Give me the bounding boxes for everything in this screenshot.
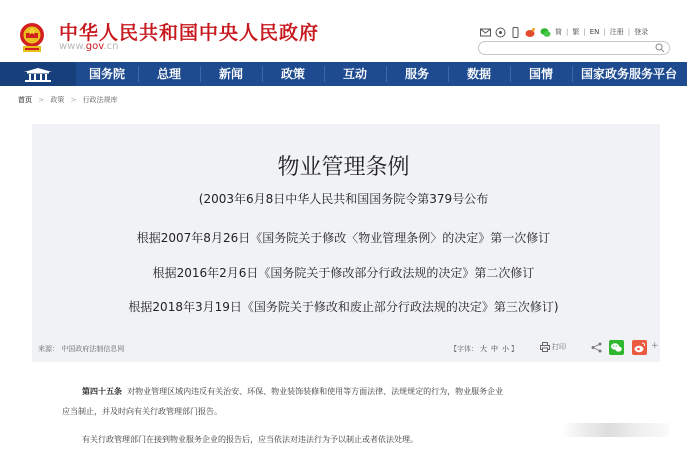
nav-item-premier[interactable]: 总理 [156, 67, 181, 81]
header-toolbar [480, 26, 648, 38]
printer-icon [540, 342, 550, 352]
register-link[interactable]: 注册 [609, 28, 624, 36]
breadcrumb-home[interactable]: 首页 [18, 95, 32, 104]
site-domain [59, 41, 118, 52]
font-size-label: 【字体： [450, 345, 478, 353]
nav-divider [510, 66, 511, 82]
nav-home[interactable] [0, 62, 76, 86]
weibo-icon[interactable] [525, 27, 536, 38]
toolbar-separator: | [627, 28, 631, 36]
print-label: 打印 [552, 343, 566, 351]
toolbar-separator: | [603, 28, 606, 36]
lang-traditional-link[interactable]: 繁 [572, 28, 580, 36]
article-source: 来源： 中国政府法制信息网 [38, 345, 125, 353]
site-title[interactable]: 中华人民共和国中央人民政府 [59, 22, 320, 44]
nav-item-service-platform[interactable]: 国家政务服务平台 [580, 67, 677, 81]
revision-note-1: 根据2007年8月26日《国务院关于修改〈物业管理条例〉的决定》第一次修订 [136, 231, 551, 245]
font-size-end: 】 [511, 345, 518, 353]
more-share-icon[interactable]: + [651, 341, 659, 351]
nav-divider [386, 66, 387, 82]
breadcrumb-arrow-icon: > [70, 96, 77, 104]
revision-note-2: 根据2016年2月6日《国务院关于修改部分行政法规的决定》第二次修订 [152, 266, 535, 280]
revision-note-3: 根据2018年3月19日《国务院关于修改和废止部分行政法规的决定》第三次修订) [128, 300, 559, 314]
font-size-switcher [450, 344, 518, 354]
weibo-icon [632, 340, 647, 355]
national-emblem-icon[interactable] [18, 22, 46, 54]
nav-item-news[interactable]: 新闻 [218, 67, 243, 81]
share-icon[interactable] [591, 342, 602, 353]
page-title: 物业管理条例 [277, 155, 410, 180]
main-nav [0, 62, 687, 86]
login-link[interactable]: 登录 [634, 28, 649, 36]
nav-item-services[interactable]: 服务 [404, 67, 429, 81]
paragraph-text: 对物业管理区域内违反有关治安、环保、物业装饰装修和使用等方面法律、法规规定的行为，物业服务企业 [127, 387, 504, 396]
nav-item-state-council[interactable]: 国务院 [88, 67, 125, 81]
breadcrumb [18, 95, 122, 105]
lang-english-link[interactable]: EN [589, 28, 600, 36]
article-number: 第四十五条 [82, 386, 122, 396]
mail-icon[interactable] [480, 27, 491, 38]
nav-divider [448, 66, 449, 82]
rss-icon[interactable] [495, 27, 506, 38]
font-size-small[interactable]: 小 [502, 345, 509, 353]
wechat-icon [609, 340, 624, 355]
article-paragraph-continued: 应当制止，并及时向有关行政管理部门报告。 [62, 407, 222, 416]
nav-divider [262, 66, 263, 82]
lang-simplified-link[interactable]: 简 [555, 28, 562, 36]
nav-item-data[interactable]: 数据 [466, 67, 491, 81]
nav-divider [324, 66, 325, 82]
watermark-overlay [561, 423, 669, 437]
breadcrumb-regulations[interactable]: 行政法规库 [82, 96, 118, 104]
nav-item-policy[interactable]: 政策 [280, 67, 305, 81]
toolbar-separator: | [566, 28, 569, 36]
search-box [478, 41, 670, 55]
print-button[interactable] [540, 342, 566, 352]
publication-note: (2003年6月8日中华人民共和国国务院令第379号公布 [198, 192, 489, 206]
wechat-icon[interactable] [540, 27, 551, 38]
toolbar-separator: | [583, 28, 586, 36]
nav-item-interaction[interactable]: 互动 [342, 67, 367, 81]
weibo-share-button[interactable] [632, 340, 647, 355]
font-size-large[interactable]: 大 [480, 345, 487, 353]
nav-item-national-conditions[interactable]: 国情 [528, 67, 553, 81]
nav-divider [200, 66, 201, 82]
breadcrumb-policy[interactable]: 政策 [50, 96, 65, 104]
mobile-icon[interactable] [510, 27, 521, 38]
domain-prefix: www. [59, 41, 86, 52]
domain-suffix: .cn [103, 41, 119, 52]
wechat-share-button[interactable] [609, 340, 624, 355]
nav-divider [138, 66, 139, 82]
site-header [0, 0, 687, 62]
home-building-icon [22, 67, 54, 82]
search-input[interactable] [485, 51, 655, 61]
article-paragraph-2: 有关行政管理部门在接到物业服务企业的报告后，应当依法对违法行为予以制止或者依法处理。 [82, 435, 418, 444]
search-icon[interactable] [655, 43, 665, 53]
domain-gov: gov [85, 41, 104, 52]
article-paragraph [82, 386, 503, 397]
font-size-medium[interactable]: 中 [491, 345, 498, 353]
breadcrumb-arrow-icon: > [38, 96, 45, 104]
